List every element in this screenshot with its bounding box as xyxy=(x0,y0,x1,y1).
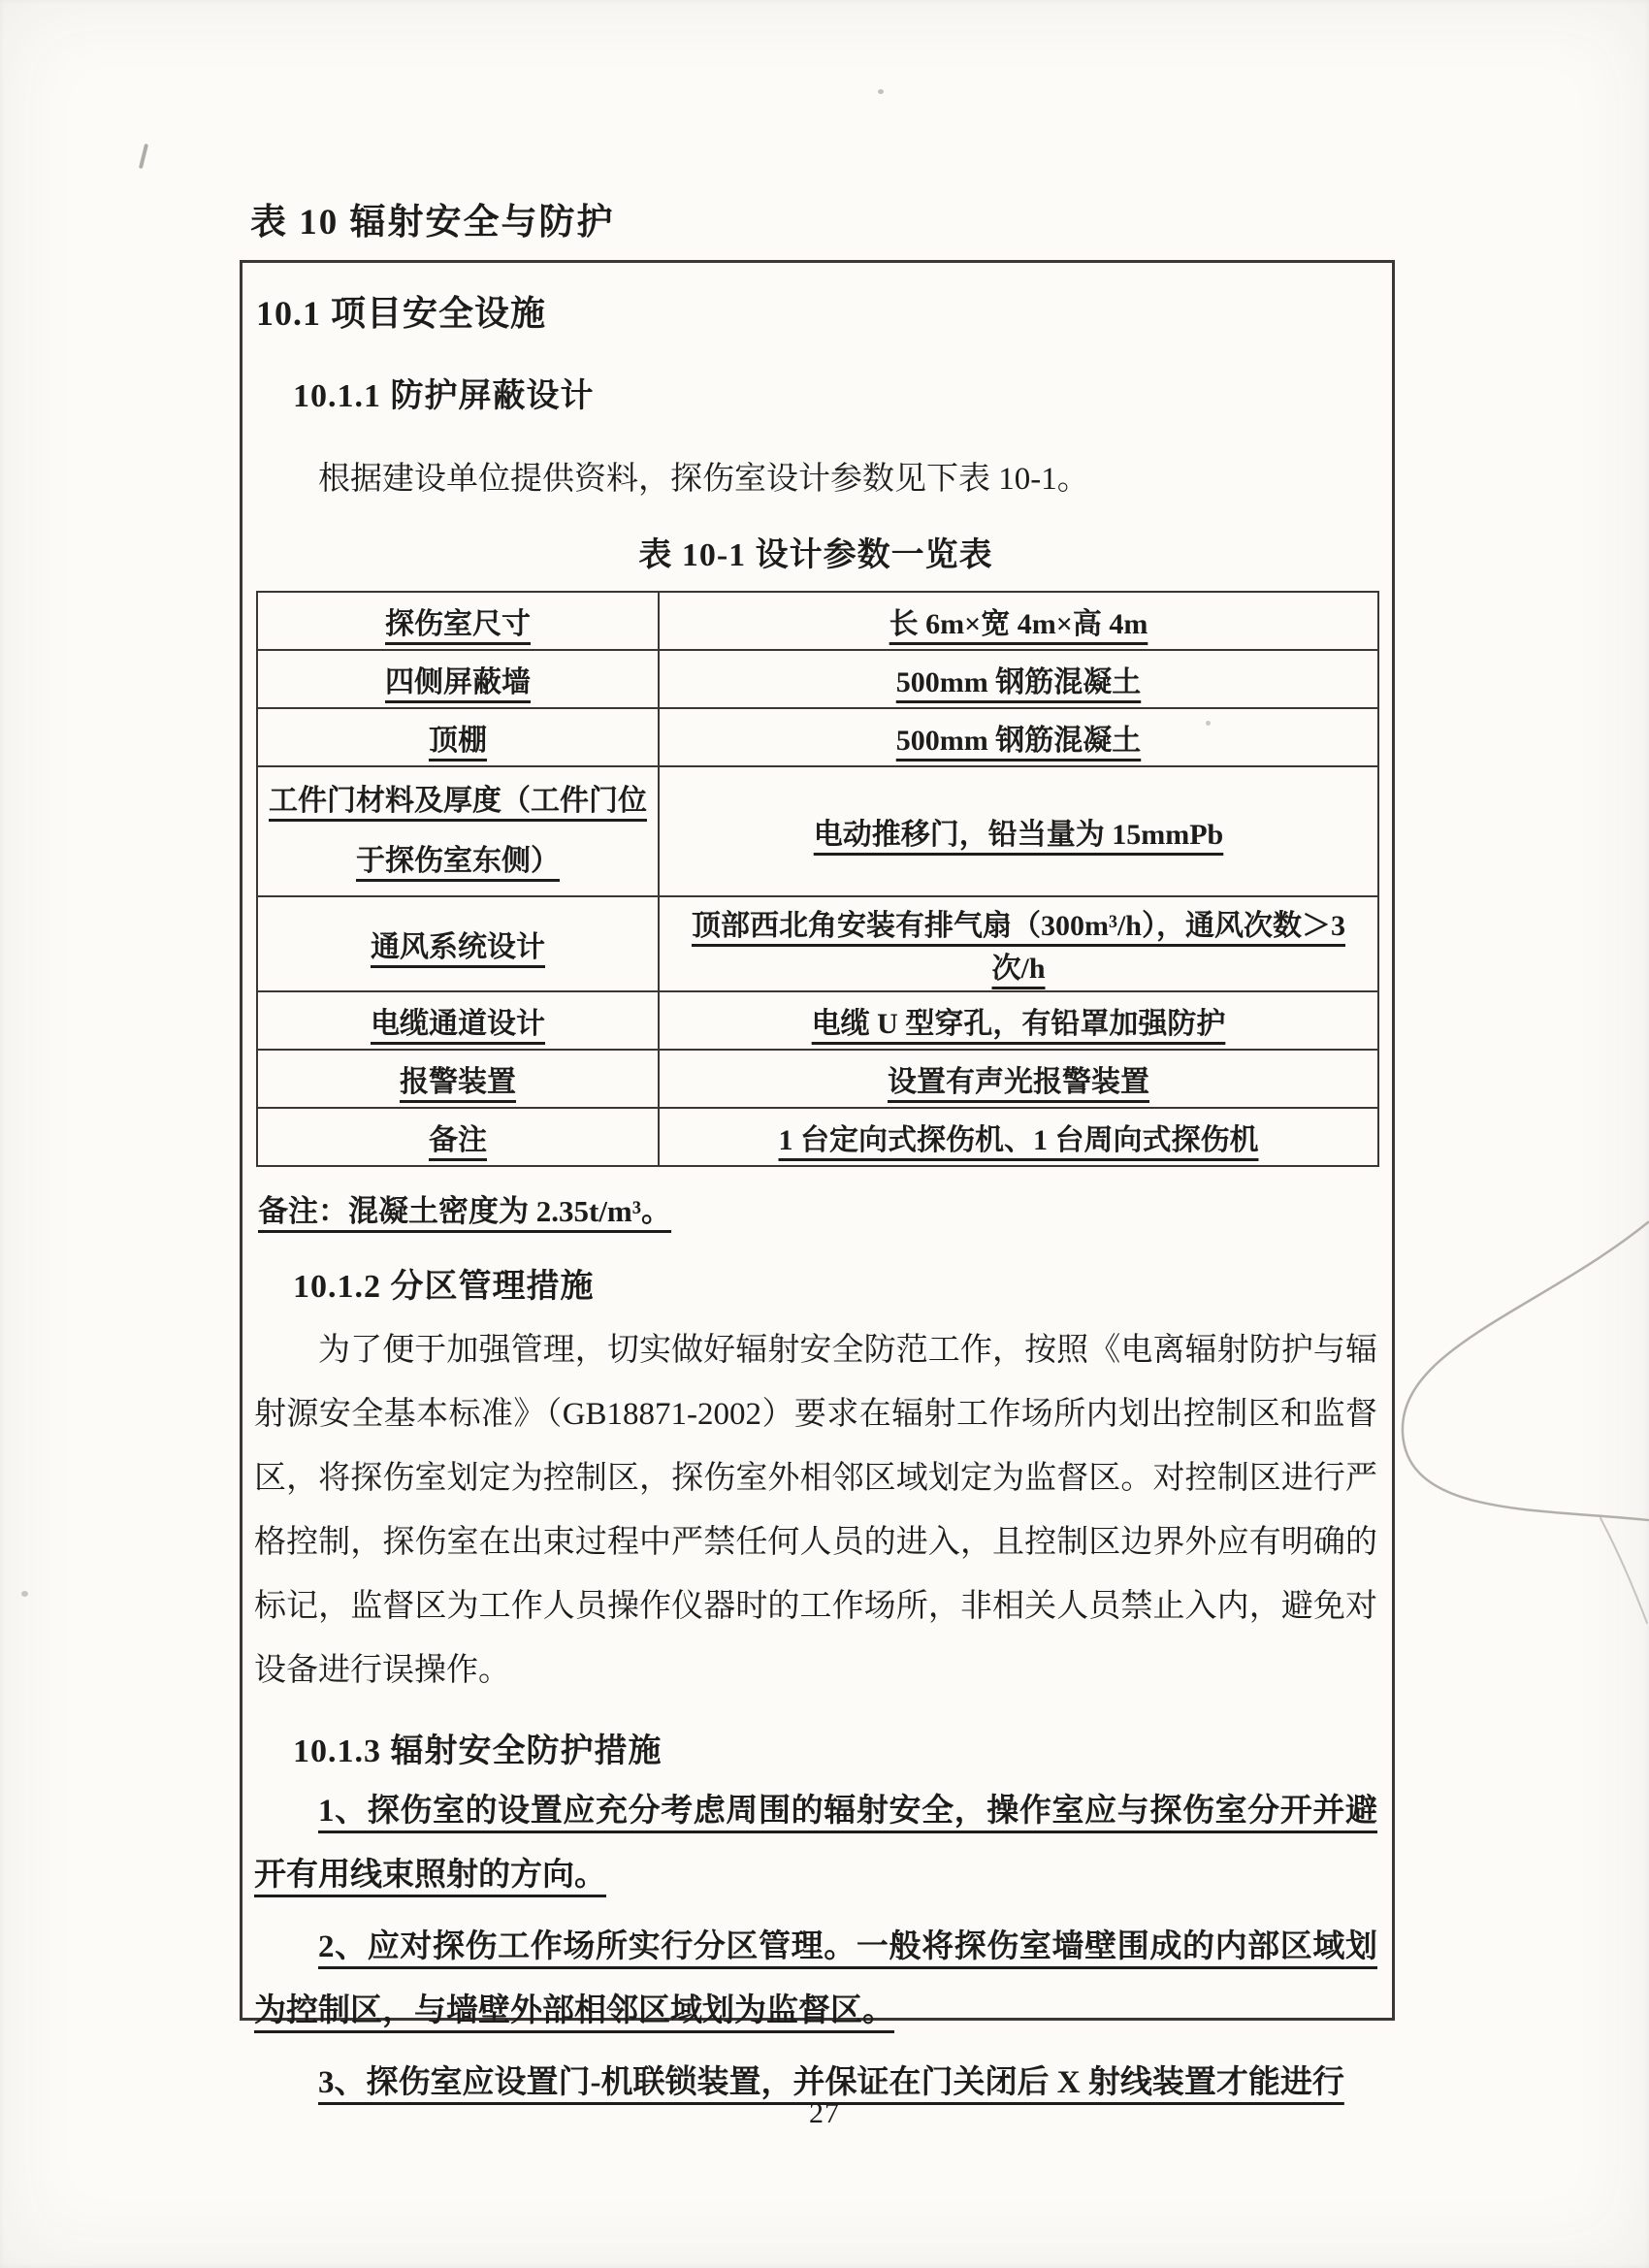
table-row xyxy=(257,650,1378,708)
heading-10-1-2: 10.1.2 分区管理措施 xyxy=(293,1269,595,1305)
row-label-cell: 备注 xyxy=(257,1108,659,1166)
heading-10-1: 10.1 项目安全设施 xyxy=(256,294,547,333)
row-label-cell: 四侧屏蔽墙 xyxy=(257,650,659,708)
table-row xyxy=(257,708,1378,766)
row-value-cell: 设置有声光报警装置 xyxy=(659,1050,1378,1108)
row-label-cell: 工件门材料及厚度（工件门位于探伤室东侧） xyxy=(257,766,659,896)
row-label-cell: 电缆通道设计 xyxy=(257,991,659,1050)
row-value-cell: 电缆 U 型穿孔，有铅罩加强防护 xyxy=(659,991,1378,1050)
scan-artifact-speck xyxy=(21,1591,28,1597)
safety-measure-item-2: 2、应对探伤工作场所实行分区管理。一般将探伤室墙壁围成的内部区域划为控制区，与墙壁外部相邻区域划为监督区。 xyxy=(254,1929,1377,2028)
table-caption: 表 10-1 设计参数一览表 xyxy=(638,537,993,573)
table-row xyxy=(257,766,1378,896)
row-label-cell: 报警装置 xyxy=(257,1050,659,1108)
table-footnote: 备注：混凝土密度为 2.35t/m³。 xyxy=(258,1194,672,1228)
scan-artifact-curve xyxy=(1375,1188,1649,1625)
page-number: 27 xyxy=(809,2097,840,2129)
table-row xyxy=(257,1050,1378,1108)
table-row xyxy=(257,1108,1378,1166)
document-title: 表 10 辐射安全与防护 xyxy=(250,203,615,243)
design-parameters-table-body xyxy=(257,592,1378,1166)
scan-artifact-speck xyxy=(1206,721,1211,726)
heading-10-1-3: 10.1.3 辐射安全防护措施 xyxy=(293,1733,663,1769)
row-value-cell: 1 台定向式探伤机、1 台周向式探伤机 xyxy=(659,1108,1378,1166)
table-row xyxy=(257,991,1378,1050)
row-value-cell: 长 6m×宽 4m×高 4m xyxy=(659,592,1378,650)
row-value-cell: 电动推移门，铅当量为 15mmPb xyxy=(659,766,1378,896)
safety-measure-item-3: 3、探伤室应设置门-机联锁装置，并保证在门关闭后 X 射线装置才能进行 xyxy=(318,2065,1344,2100)
heading-10-1-1: 10.1.1 防护屏蔽设计 xyxy=(293,378,595,414)
row-label-cell: 顶棚 xyxy=(257,708,659,766)
row-label-cell: 探伤室尺寸 xyxy=(257,592,659,650)
intro-paragraph: 根据建设单位提供资料，探伤室设计参数见下表 10-1。 xyxy=(318,462,1089,497)
content-box xyxy=(240,260,1395,2100)
scan-artifact-dash xyxy=(139,144,148,169)
zoning-paragraph: 为了便于加强管理，切实做好辐射安全防范工作，按照《电离辐射防护与辐射源安全基本标准》（GB18871-2002）要求在辐射工作场所内划出控制区和监督区，将探伤室划定为控制区，探伤室外相邻区域划定为监督区。对控制区进行严格控制，探伤室在出束过程中严禁任何人员的进入，且控制区边界外应有明确的标记，监督区为工作人员操作仪器时的工作场所，非相关人员禁止入内，避免对设备进行误操作。 xyxy=(254,1333,1377,1688)
row-value-cell: 500mm 钢筋混凝土 xyxy=(659,708,1378,766)
table-row xyxy=(257,592,1378,650)
scan-artifact-speck xyxy=(878,89,884,94)
safety-measure-item-1: 1、探伤室的设置应充分考虑周围的辐射安全，操作室应与探伤室分开并避开有用线束照射的方向。 xyxy=(254,1794,1377,1893)
table-row xyxy=(257,896,1378,991)
design-parameters-table xyxy=(256,591,1379,1167)
row-value-cell: 顶部西北角安装有排气扇（300m³/h），通风次数＞3 次/h xyxy=(659,896,1378,991)
row-label-cell: 通风系统设计 xyxy=(257,896,659,991)
row-value-cell: 500mm 钢筋混凝土 xyxy=(659,650,1378,708)
